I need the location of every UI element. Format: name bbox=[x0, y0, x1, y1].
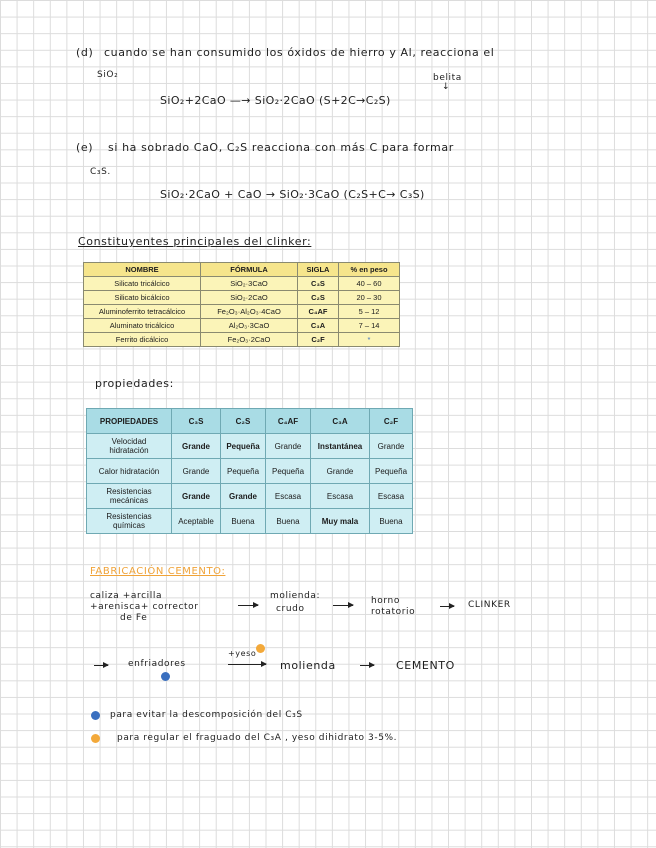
table-row bbox=[84, 305, 400, 319]
table-header: C₂F bbox=[370, 409, 413, 434]
table-cell: Grande bbox=[311, 459, 370, 484]
table-header: C₂S bbox=[221, 409, 266, 434]
table-cell: Buena bbox=[370, 509, 413, 534]
arrow-icon bbox=[440, 606, 454, 607]
fabricacion-title: FABRICACIÓN CEMENTO: bbox=[90, 566, 226, 577]
section-e-label: (e) bbox=[76, 141, 94, 154]
step1-line1: caliza +arcilla bbox=[90, 591, 163, 601]
table-cell: Grande bbox=[172, 459, 221, 484]
table-cell: Grande bbox=[370, 434, 413, 459]
table-row bbox=[87, 484, 413, 509]
table-cell: Escasa bbox=[370, 484, 413, 509]
table-cell: Resistencias mecánicas bbox=[87, 484, 172, 509]
step1-line3: de Fe bbox=[120, 613, 148, 623]
table-header: FÓRMULA bbox=[201, 263, 298, 277]
table-cell: Pequeña bbox=[266, 459, 311, 484]
step2-line2: crudo bbox=[276, 604, 305, 614]
propiedades-table bbox=[86, 408, 413, 534]
table-row bbox=[87, 509, 413, 534]
table-cell: Grande bbox=[221, 484, 266, 509]
table-cell: Pequeña bbox=[221, 434, 266, 459]
arrow-icon bbox=[94, 665, 108, 666]
table-cell: Pequeña bbox=[370, 459, 413, 484]
yeso-label: +yeso bbox=[228, 649, 257, 658]
table-cell: C₂S bbox=[298, 291, 339, 305]
table-cell: Escasa bbox=[266, 484, 311, 509]
step3-line1: horno bbox=[371, 596, 400, 606]
table-cell: Resistencias químicas bbox=[87, 509, 172, 534]
step3-line2: rotatorio bbox=[371, 607, 416, 617]
arrow-icon bbox=[360, 665, 374, 666]
table-cell: Buena bbox=[221, 509, 266, 534]
table-cell: C₄AF bbox=[298, 305, 339, 319]
table-header: NOMBRE bbox=[84, 263, 201, 277]
belita-down-arrow-icon: ↓ bbox=[442, 82, 451, 92]
table-cell: Aluminato tricálcico bbox=[84, 319, 201, 333]
orange-dot-icon bbox=[256, 644, 265, 653]
arrow-icon bbox=[228, 664, 266, 665]
constituyentes-table bbox=[83, 262, 400, 347]
arrow-icon bbox=[333, 605, 353, 606]
constituyentes-title: Constituyentes principales del clinker: bbox=[78, 235, 312, 248]
table-header: C₄AF bbox=[266, 409, 311, 434]
arrow-icon bbox=[238, 605, 258, 606]
equation-d: SiO₂+2CaO —→ SiO₂·2CaO (S+2C→C₂S) bbox=[160, 94, 391, 107]
table-cell: Grande bbox=[172, 484, 221, 509]
table-row bbox=[84, 333, 400, 347]
table-cell: Aceptable bbox=[172, 509, 221, 534]
table-cell: Al₂O₃·3CaO bbox=[201, 319, 298, 333]
section-d-text2: SiO₂ bbox=[97, 70, 119, 80]
section-d-label: (d) bbox=[76, 46, 94, 59]
table-cell: Grande bbox=[266, 434, 311, 459]
table-cell: 5 – 12 bbox=[339, 305, 400, 319]
step6-molienda: molienda bbox=[280, 659, 336, 672]
table-cell: SiO₂·3CaO bbox=[201, 277, 298, 291]
orange-bullet-icon bbox=[91, 734, 100, 743]
table-cell: Fe₂O₃·Al₂O₃·4CaO bbox=[201, 305, 298, 319]
blue-dot-icon bbox=[161, 672, 170, 681]
table-cell: Fe₂O₃·2CaO bbox=[201, 333, 298, 347]
step5-enfriadores: enfriadores bbox=[128, 659, 186, 669]
table-row bbox=[87, 459, 413, 484]
table-cell: Buena bbox=[266, 509, 311, 534]
section-d-text: cuando se han consumido los óxidos de hierro y Al, reacciona el bbox=[104, 46, 495, 59]
table-cell: C₃S bbox=[298, 277, 339, 291]
table-cell: Calor hidratación bbox=[87, 459, 172, 484]
table-cell: C₃A bbox=[298, 319, 339, 333]
table-cell: 40 – 60 bbox=[339, 277, 400, 291]
table-cell: 20 – 30 bbox=[339, 291, 400, 305]
table-cell: Silicato bicálcico bbox=[84, 291, 201, 305]
blue-bullet-icon bbox=[91, 711, 100, 720]
step1-line2: +arenisca+ corrector bbox=[90, 602, 199, 612]
table-row bbox=[87, 434, 413, 459]
table-header: % en peso bbox=[339, 263, 400, 277]
table-header: PROPIEDADES bbox=[87, 409, 172, 434]
table-cell: Silicato tricálcico bbox=[84, 277, 201, 291]
table-cell: Ferrito dicálcico bbox=[84, 333, 201, 347]
table-cell: Escasa bbox=[311, 484, 370, 509]
section-e-text2: C₃S. bbox=[90, 167, 111, 177]
table-header-row bbox=[84, 263, 400, 277]
step4-clinker: CLINKER bbox=[468, 600, 511, 610]
note-blue: para evitar la descomposición del C₃S bbox=[110, 710, 303, 720]
note-orange: para regular el fraguado del C₃A , yeso dihidrato 3-5%. bbox=[117, 733, 398, 743]
step7-cemento: CEMENTO bbox=[396, 659, 455, 672]
table-header: C₃S bbox=[172, 409, 221, 434]
step2-line1: molienda: bbox=[270, 591, 321, 601]
table-cell: Grande bbox=[172, 434, 221, 459]
table-cell: C₂F bbox=[298, 333, 339, 347]
equation-e: SiO₂·2CaO + CaO → SiO₂·3CaO (C₂S+C→ C₃S) bbox=[160, 188, 425, 201]
table-cell: Muy mala bbox=[311, 509, 370, 534]
table-row bbox=[84, 277, 400, 291]
table-cell: Aluminoferrito tetracálcico bbox=[84, 305, 201, 319]
table-cell: * bbox=[339, 333, 400, 347]
table-header: C₃A bbox=[311, 409, 370, 434]
table-header: SIGLA bbox=[298, 263, 339, 277]
table-row bbox=[84, 291, 400, 305]
section-e-text: si ha sobrado CaO, C₂S reacciona con más C para formar bbox=[108, 141, 454, 154]
table-cell: SiO₂·2CaO bbox=[201, 291, 298, 305]
table-cell: 7 – 14 bbox=[339, 319, 400, 333]
table-row bbox=[84, 319, 400, 333]
table-header-row bbox=[87, 409, 413, 434]
propiedades-title: propiedades: bbox=[95, 377, 174, 390]
table-cell: Instantánea bbox=[311, 434, 370, 459]
table-cell: Pequeña bbox=[221, 459, 266, 484]
table-cell: Velocidad hidratación bbox=[87, 434, 172, 459]
belita-note: belita bbox=[433, 73, 462, 83]
